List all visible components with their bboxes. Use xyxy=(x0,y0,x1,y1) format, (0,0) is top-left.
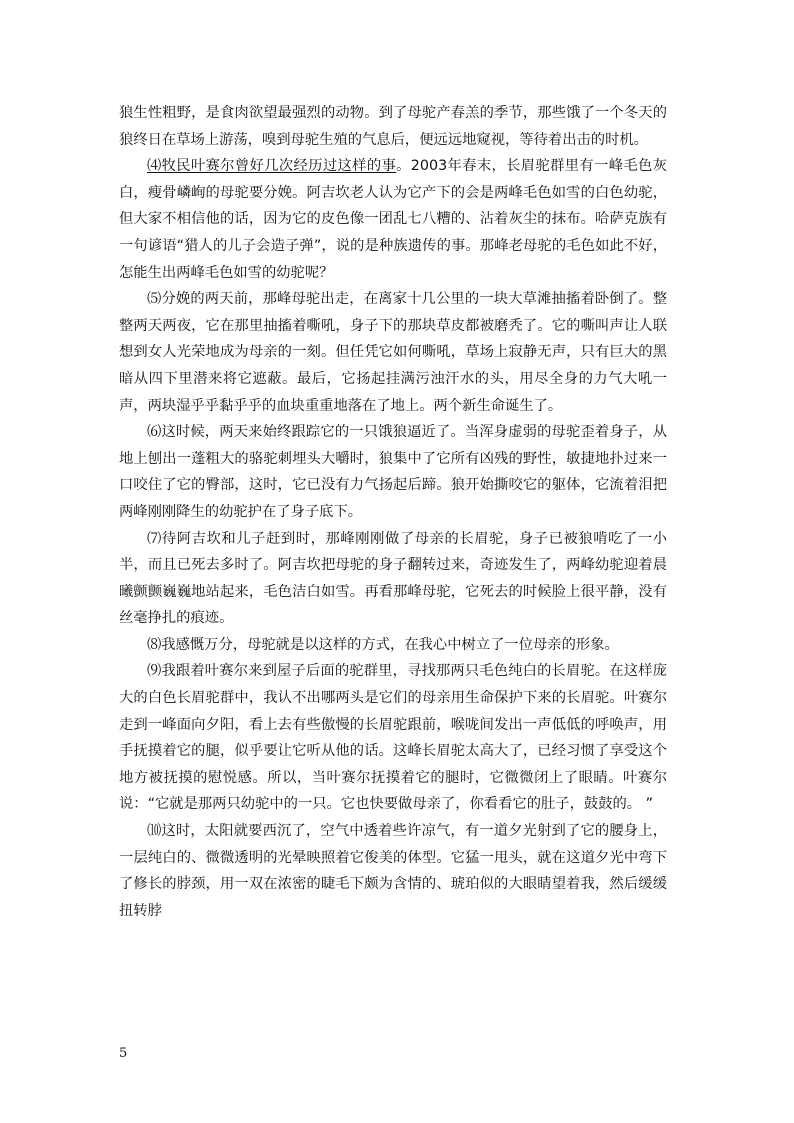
paragraph-1: 狼生性粗野，是食肉欲望最强烈的动物。到了母驼产春羔的季节，那些饿了一个冬天的狼终日在草场上游荡，嗅到母驼生殖的气息后，便远远地窥视，等待着出击的时机。 xyxy=(119,105,667,148)
paragraph-5: ⑸分娩的两天前，那峰母驼出走，在离家十几公里的一块大草滩抽搐着卧倒了。整整两天两夜，它在那里抽搐着嘶吼，身子下的那块草皮都被磨秃了。它的嘶叫声让人联想到女人光荣地成为母亲的一刻。但任凭它如何嘶吼，草场上寂静无声，只有巨大的黑暗从四下里潜来将它遮蔽。最后，它扬起挂满污浊汗水的头，用尽全身的力气大吼一声，两块湿乎乎黏乎乎的血块重重地落在了地上。两个新生命诞生了。 xyxy=(119,291,667,414)
underlined-sentence: ⑷牧民叶赛尔曾好几次经历过这样的事 xyxy=(147,158,397,175)
paragraph-6: ⑹这时候，两天来始终跟踪它的一只饿狼逼近了。当浑身虚弱的母驼歪着身子，从地上刨出一蓬粗大的骆驼刺埋头大嚼时，狼集中了它所有凶残的野性，敏捷地扑过来一口咬住了它的臀部，这时，它已没有力气扬起后蹄。狼开始撕咬它的躯体，它流着泪把两峰刚刚降生的幼驼护在了身子底下。 xyxy=(119,424,667,520)
paragraph-9: ⑼我跟着叶赛尔来到屋子后面的驼群里，寻找那两只毛色纯白的长眉驼。在这样庞大的白色长眉驼群中，我认不出哪两头是它们的母亲用生命保护下来的长眉驼。叶赛尔走到一峰面向夕阳，看上去有些傲慢的长眉驼跟前，喉咙间发出一声低低的呼唤声，用手抚摸着它的腿，似乎要让它听从他的话。这峰长眉驼太高大了，已经习惯了享受这个地方被抚摸的慰悦感。所以，当叶赛尔抚摸着它的腿时，它微微闭上了眼睛。叶赛尔说：“它就是那两只幼驼中的一只。它也快要做母亲了，你看看它的肚子，鼓鼓的。 ” xyxy=(119,663,667,813)
article-body xyxy=(119,100,667,924)
paragraph-7: ⑺待阿吉坎和儿子赶到时，那峰刚刚做了母亲的长眉驼，身子已被狼啃吃了一小半，而且已死去多时了。阿吉坎把母驼的身子翻转过来，奇迹发生了，两峰幼驼迎着晨曦颤颤巍巍地站起来，毛色洁白如雪。再看那峰母驼，它死去的时候脸上很平静，没有丝毫挣扎的痕迹。 xyxy=(119,530,667,627)
paragraph-8: ⑻我感慨万分，母驼就是以这样的方式，在我心中树立了一位母亲的形象。 xyxy=(147,636,619,653)
paragraph-4 xyxy=(119,153,667,286)
paragraph-10: ⑽这时，太阳就要西沉了，空气中透着些许凉气，有一道夕光射到了它的腰身上，一层纯白的、微微透明的光晕映照着它俊美的体型。它猛一甩头，就在这道夕光中弯下了修长的脖颈，用一双在浓密的睫毛下颇为含情的、琥珀似的大眼睛望着我，然后缓缓扭转脖 xyxy=(119,823,667,919)
paragraph-4-text: 。2003年春末，长眉驼群里有一峰毛色灰白，瘦骨嶙峋的母驼要分娩。阿吉坎老人认为它产下的会是两峰毛色如雪的白色幼驼，但大家不相信他的话，因为它的皮色像一团乱七八糟的、沾着灰尘的抹布。哈萨克族有一句谚语“猎人的儿子会造子弹”，说的是种族遗传的事。那峰老母驼的毛色如此不好，怎能生出两峰毛色如雪的幼驼呢？ xyxy=(119,158,668,281)
page-number: 5 xyxy=(119,1046,128,1061)
